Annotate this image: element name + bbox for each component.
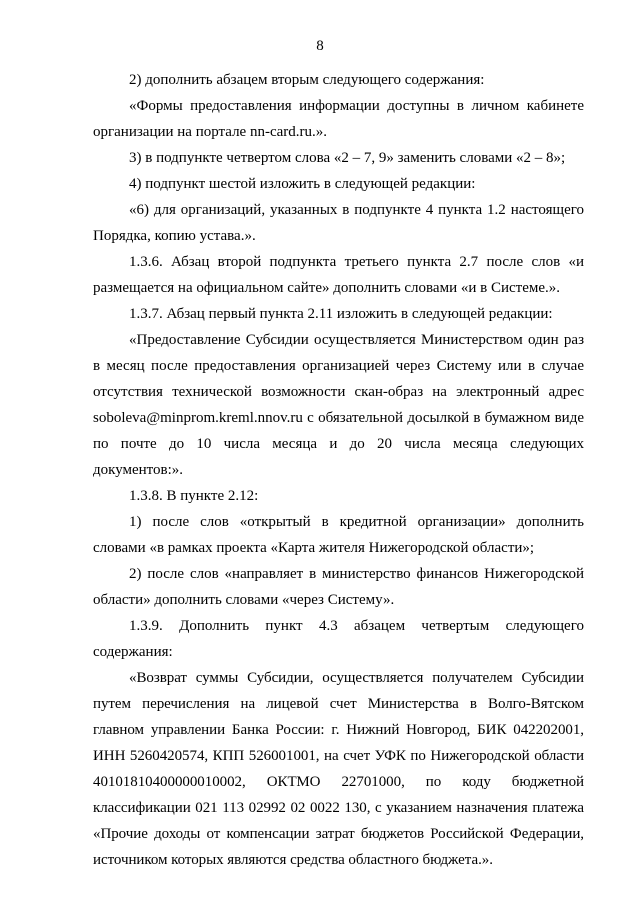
paragraph-item-4: 4) подпункт шестой изложить в следующей редакции: — [129, 176, 476, 192]
paragraph-item-3: 3) в подпункте четвертом слова «2 – 7, 9» заменить словами «2 – 8»; — [129, 150, 566, 166]
paragraph-1-3-8-item-2: 2) после слов «направляет в министерство финансов Нижегородской области» дополнить словами «через Систему». — [93, 566, 584, 608]
document-body — [93, 67, 584, 873]
paragraph-1-3-8: 1.3.8. В пункте 2.12: — [129, 488, 259, 504]
paragraph-forms-info: «Формы предоставления информации доступны в личном кабинете организации на портале nn-card.ru.». — [93, 98, 584, 140]
paragraph-subsidy-return: «Возврат суммы Субсидии, осуществляется получателем Субсидии путем перечисления на лицевой счет Министерства в Волго-Вятском главном управлении Банка России: г. Нижний Новгород, БИК 042202001, ИНН 5260420574, КПП 526001001, на счет УФК по Нижегородской области 40101810400000010002, ОКТМО 22701000, по коду бюджетной классификации 021 113 02992 02 0022 130, с указанием назначения платежа «Прочие доходы от компенсации затрат бюджетов Российской Федерации, источником которых являются средства областного бюджета.». — [93, 670, 584, 868]
paragraph-subsidy-provision: «Предоставление Субсидии осуществляется Министерством один раз в месяц после предоставления организацией через Систему или в случае отсутствия технической возможности скан-образ на электронный адрес soboleva@minprom.kreml.nnov.ru с обязательной досылкой в бумажном виде по почте до 10 числа месяца и до 20 числа месяца следующих документов:». — [93, 332, 584, 478]
paragraph-item-2: 2) дополнить абзацем вторым следующего содержания: — [129, 72, 485, 88]
paragraph-subitem-6: «6) для организаций, указанных в подпункте 4 пункта 1.2 настоящего Порядка, копию устава.». — [93, 202, 584, 244]
page-number: 8 — [316, 38, 324, 54]
paragraph-1-3-6: 1.3.6. Абзац второй подпункта третьего пункта 2.7 после слов «и размещается на официальном сайте» дополнить словами «и в Системе.». — [93, 254, 584, 296]
paragraph-1-3-8-item-1: 1) после слов «открытый в кредитной организации» дополнить словами «в рамках проекта «Карта жителя Нижегородской области»; — [93, 514, 584, 556]
paragraph-1-3-7: 1.3.7. Абзац первый пункта 2.11 изложить в следующей редакции: — [129, 306, 553, 322]
paragraph-1-3-9: 1.3.9. Дополнить пункт 4.3 абзацем четвертым следующего содержания: — [93, 618, 584, 660]
